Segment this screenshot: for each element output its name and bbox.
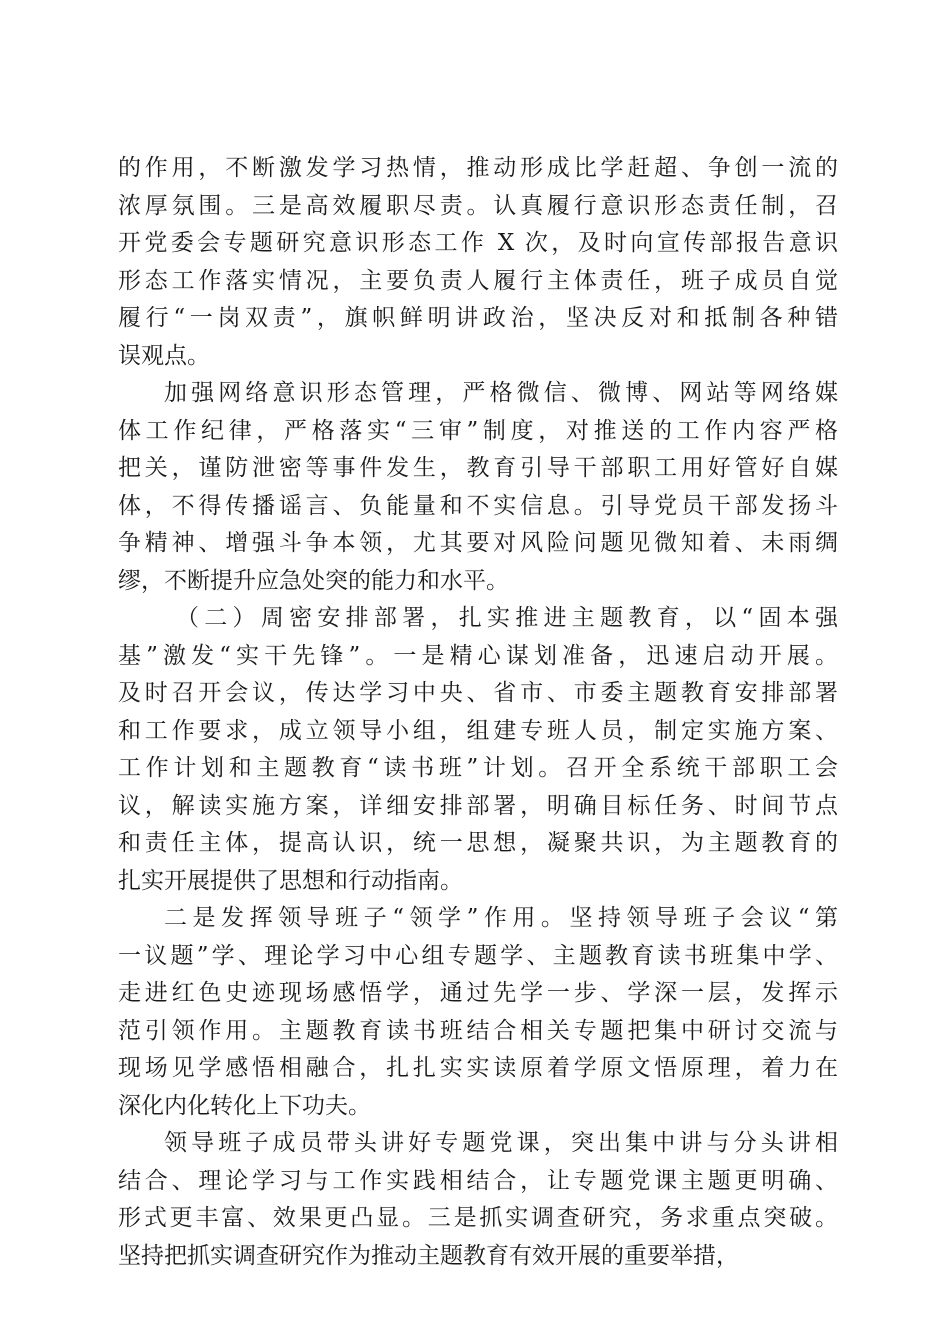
paragraph-1-line-3: 开党委会专题研究意识形态工作 X 次，及时向宣传部报告意识 — [118, 230, 838, 256]
paragraph-1-line-5: 履行“一岗双责”，旗帜鲜明讲政治，坚决反对和抵制各种错 — [118, 305, 838, 331]
paragraph-3-line-7: 和责任主体，提高认识，统一思想，凝聚共识，为主题教育的 — [118, 830, 838, 856]
paragraph-4-line-6: 深化内化转化上下功夫。 — [118, 1092, 371, 1119]
paragraph-1-line-1: 的作用，不断激发学习热情，推动形成比学赶超、争创一流的 — [118, 155, 838, 181]
paragraph-5-line-4: 坚持把抓实调查研究作为推动主题教育有效开展的重要举措， — [118, 1242, 739, 1269]
paragraph-2-line-2: 体工作纪律，严格落实“三审”制度，对推送的工作内容严格 — [118, 417, 838, 444]
paragraph-4-line-2: 一议题”学、理论学习中心组专题学、主题教育读书班集中学、 — [118, 942, 838, 969]
paragraph-2-line-6: 缪，不断提升应急处突的能力和水平。 — [118, 567, 509, 594]
paragraph-3-line-1: （二）周密安排部署，扎实推进主题教育，以“固本强 — [176, 605, 838, 631]
paragraph-5-line-2: 结合、理论学习与工作实践相结合，让专题党课主题更明确、 — [118, 1167, 838, 1194]
document-body — [118, 150, 838, 1275]
paragraph-2-line-1: 加强网络意识形态管理，严格微信、微博、网站等网络媒 — [164, 380, 838, 406]
paragraph-2-line-4: 体，不得传播谣言、负能量和不实信息。引导党员干部发扬斗 — [118, 492, 838, 519]
paragraph-3-line-3: 及时召开会议，传达学习中央、省市、市委主题教育安排部署 — [118, 680, 838, 706]
paragraph-5-line-1: 领导班子成员带头讲好专题党课，突出集中讲与分头讲相 — [164, 1130, 838, 1156]
paragraph-3-line-2: 基”激发“实干先锋”。一是精心谋划准备，迅速启动开展。 — [118, 642, 838, 669]
paragraph-1-line-2: 浓厚氛围。三是高效履职尽责。认真履行意识形态责任制，召 — [118, 192, 838, 219]
paragraph-4-line-4: 范引领作用。主题教育读书班结合相关专题把集中研讨交流与 — [118, 1017, 838, 1044]
paragraph-2-line-5: 争精神、增强斗争本领，尤其要对风险问题见微知着、未雨绸 — [118, 530, 838, 556]
paragraph-4-line-3: 走进红色史迹现场感悟学，通过先学一步、学深一层，发挥示 — [118, 980, 838, 1006]
paragraph-2-line-3: 把关，谨防泄密等事件发生，教育引导干部职工用好管好自媒 — [118, 455, 838, 481]
paragraph-3-line-5: 工作计划和主题教育“读书班”计划。召开全系统干部职工会 — [118, 755, 838, 781]
paragraph-4-line-5: 现场见学感悟相融合，扎扎实实读原着学原文悟原理，着力在 — [118, 1055, 838, 1081]
paragraph-4-line-1: 二是发挥领导班子“领学”作用。坚持领导班子会议“第 — [164, 905, 838, 931]
paragraph-5-line-3: 形式更丰富、效果更凸显。三是抓实调查研究，务求重点突破。 — [118, 1205, 838, 1231]
paragraph-3-line-4: 和工作要求，成立领导小组，组建专班人员，制定实施方案、 — [118, 717, 838, 744]
paragraph-3-line-8: 扎实开展提供了思想和行动指南。 — [118, 867, 463, 894]
paragraph-1-line-6: 误观点。 — [118, 342, 210, 369]
paragraph-1-line-4: 形态工作落实情况，主要负责人履行主体责任，班子成员自觉 — [118, 267, 838, 294]
paragraph-3-line-6: 议，解读实施方案，详细安排部署，明确目标任务、时间节点 — [118, 792, 838, 819]
